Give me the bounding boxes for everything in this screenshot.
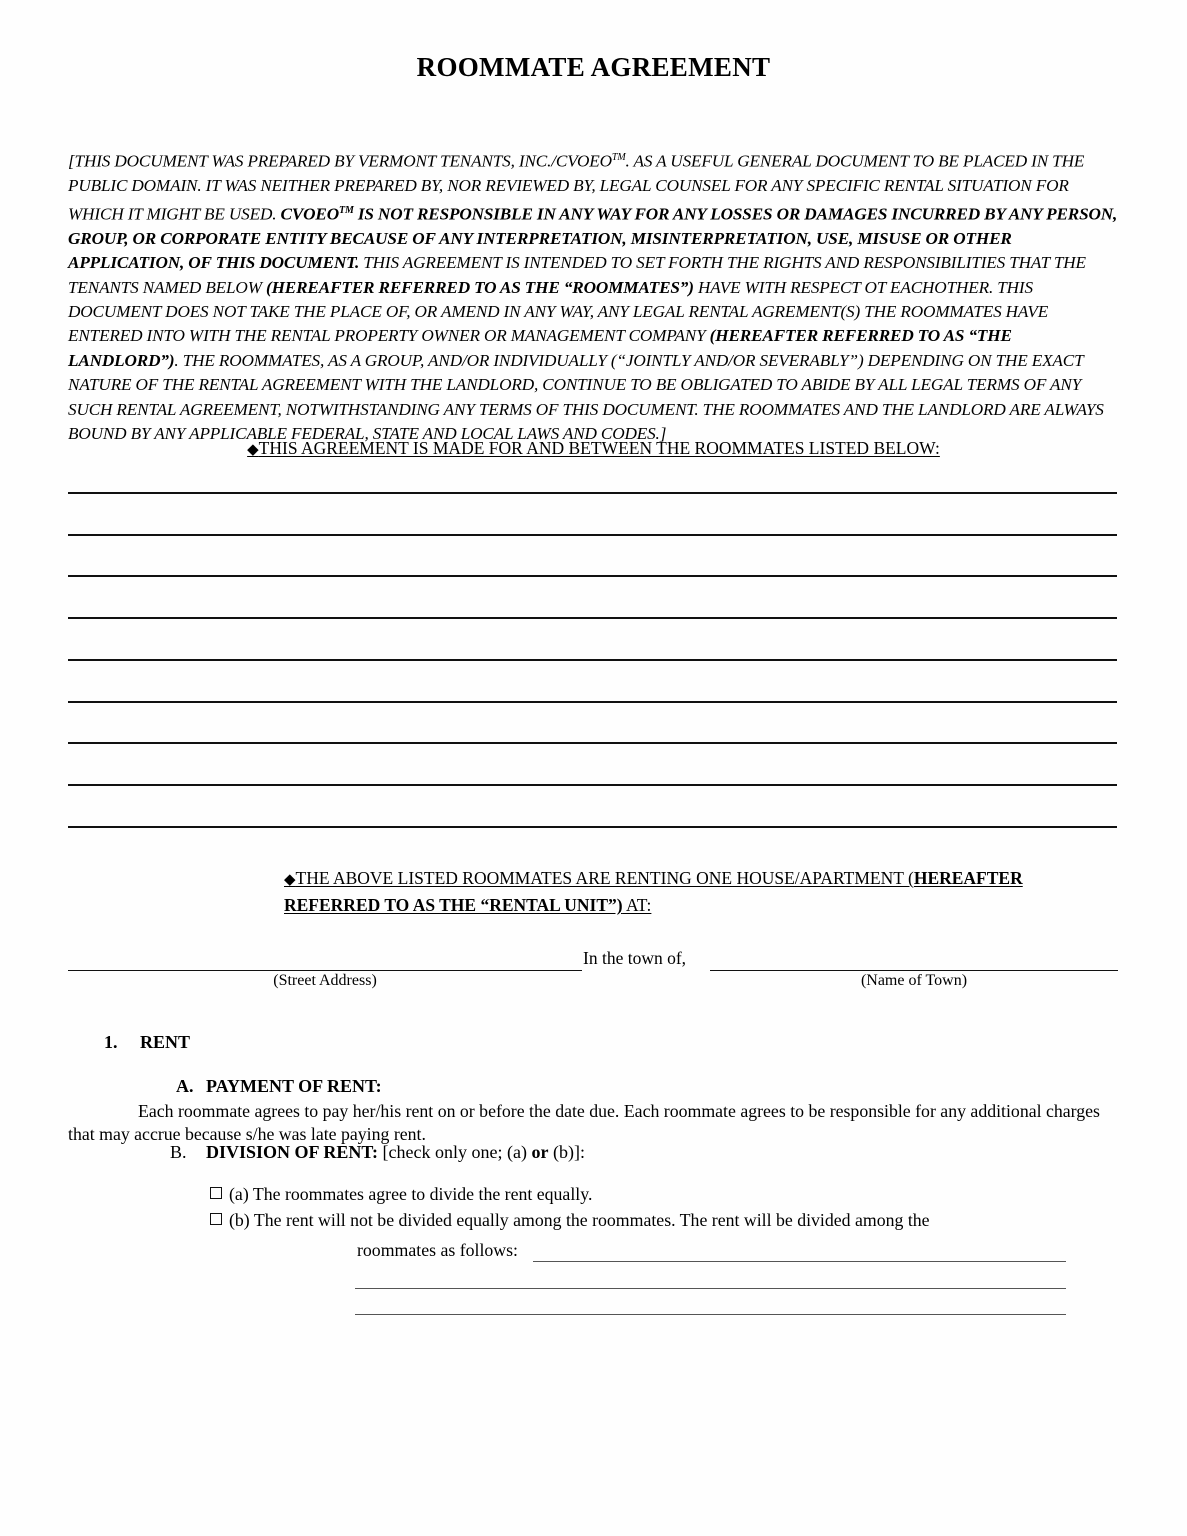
preamble-bold-landlord: (HEREAFTER REFERRED TO AS “THE LANDLORD”) [68, 326, 1012, 370]
roommate-name-field[interactable] [68, 492, 1117, 494]
diamond-bullet-icon: ◆ [247, 442, 259, 458]
roommate-name-field[interactable] [68, 659, 1117, 661]
rent-division-field-2[interactable] [355, 1288, 1066, 1289]
heading-made-between [0, 436, 1187, 463]
rent-option-b-label: (b) The rent will not be divided equally among the roommates. The rent will be divided among the [229, 1210, 930, 1230]
preamble-text-1: [THIS DOCUMENT WAS PREPARED BY VERMONT TENANTS, INC./CVOEO [68, 151, 612, 171]
roommate-name-field[interactable] [68, 701, 1117, 703]
rent-division-follows-label: roommates as follows: [357, 1240, 518, 1260]
preamble-text-2: . AS A USEFUL GENERAL DOCUMENT TO BE PLACED IN THE PUBLIC DOMAIN. IT WAS NEITHER PREPARED BY, NOR REVIEWED BY, LEGAL COUNSEL FOR ANY SPECIFIC RENTAL SITUATION FOR WHICH IT MIGHT BE USED. [68, 151, 1085, 224]
rent-division-field-3[interactable] [355, 1314, 1066, 1315]
subsection-a-body: Each roommate agrees to pay her/his rent on or before the date due. Each roommate agrees to be responsible for any additional charges that may accrue because s/he was late paying rent. [68, 1101, 1100, 1144]
trademark-symbol-1: TM [611, 152, 626, 163]
subsection-b-instruction-or: or [531, 1142, 549, 1162]
preamble-bold-1: IS NOT RESPONSIBLE IN ANY WAY FOR ANY LOSSES OR DAMAGES INCURRED BY ANY PERSON, GROUP, OR CORPORATE ENTITY BECAUSE OF ANY INTERPRETATION, MISINTERPRETATION, USE, MISUSE OR OTHER APPLICATION, OF THIS DOCUMENT. [68, 204, 1118, 273]
roommate-name-field[interactable] [68, 742, 1117, 744]
preamble-text-5: . THE ROOMMATES, AS A GROUP, AND/OR INDIVIDUALLY (“JOINTLY AND/OR SEVERABLY”) DEPENDING ON THE EXACT NATURE OF THE RENTAL AGREEMENT WITH THE LANDLORD, CONTINUE TO BE OBLIGATED TO ABIDE BY ALL LEGAL TERMS OF ANY SUCH RENTAL AGREEMENT, NOTWITHSTANDING ANY TERMS OF THIS DOCUMENT. THE ROOMMATES AND THE LANDLORD ARE ALWAYS BOUND BY ANY APPLICABLE FEDERAL, STATE AND LOCAL LAWS AND CODES.] [68, 350, 1104, 443]
subsection-b-instruction-pre: [check only one; (a) [378, 1142, 532, 1162]
roommate-name-field[interactable] [68, 784, 1117, 786]
rent-option-a[interactable] [210, 1184, 592, 1205]
heading-made-between-label: THIS AGREEMENT IS MADE FOR AND BETWEEN THE ROOMMATES LISTED BELOW: [258, 438, 940, 458]
street-address-caption: (Street Address) [273, 972, 377, 989]
subsection-b-heading [206, 1142, 585, 1163]
preamble-text-4: HAVE WITH RESPECT OT EACHOTHER. THIS DOCUMENT DOES NOT TAKE THE PLACE OF, OR AMEND IN ANY WAY, ANY LEGAL RENTAL AGREMENT(S) THE ROOMMATES HAVE ENTERED INTO WITH THE RENTAL PROPERTY OWNER OR MANAGEMENT COMPANY [68, 277, 1049, 346]
subsection-b-instruction-post: (b)]: [548, 1142, 585, 1162]
subsection-a-title: PAYMENT OF RENT: [206, 1076, 382, 1096]
diamond-bullet-icon-2: ◆ [284, 872, 296, 888]
preamble-bold-cvoeo: CVOEO [280, 204, 339, 224]
roommate-name-field[interactable] [68, 826, 1117, 828]
rent-option-a-label: (a) The roommates agree to divide the rent equally. [229, 1184, 593, 1204]
rental-unit-bold: HEREAFTER REFERRED TO AS THE “RENTAL UNIT”) [284, 868, 1023, 915]
subsection-a-letter: A. [176, 1076, 194, 1096]
heading-rental-unit [284, 866, 1044, 918]
roommate-name-field[interactable] [68, 575, 1117, 577]
section-1-number: 1. [104, 1032, 118, 1052]
page-title: ROOMMATE AGREEMENT [416, 52, 771, 82]
preamble-bold-roommates: (HEREAFTER REFERRED TO AS THE “ROOMMATES”) [266, 277, 694, 297]
in-the-town-of-label: In the town of, [583, 948, 687, 968]
subsection-b-title: DIVISION OF RENT: [206, 1142, 379, 1162]
preamble-text-3: THIS AGREEMENT IS INTENDED TO SET FORTH THE RIGHTS AND RESPONSIBILITIES THAT THE TENANTS NAMED BELOW [68, 253, 1086, 297]
roommate-name-field[interactable] [68, 534, 1117, 536]
roommate-name-field[interactable] [68, 617, 1117, 619]
rental-unit-text-2: AT: [622, 895, 652, 915]
rent-division-field-1[interactable] [533, 1261, 1066, 1262]
town-name-caption: (Name of Town) [860, 972, 968, 989]
checkbox-icon-a[interactable] [210, 1187, 222, 1199]
checkbox-icon-b[interactable] [210, 1213, 222, 1225]
subsection-b-letter: B. [170, 1142, 187, 1162]
street-address-field[interactable] [68, 970, 582, 971]
section-1-title: RENT [140, 1032, 191, 1052]
trademark-symbol-2: TM [338, 204, 354, 216]
rental-unit-text-1: THE ABOVE LISTED ROOMMATES ARE RENTING ONE HOUSE/APARTMENT ( [295, 868, 914, 888]
preamble-paragraph [68, 146, 1120, 446]
rent-option-b[interactable] [210, 1210, 930, 1231]
town-name-field[interactable] [710, 970, 1118, 971]
